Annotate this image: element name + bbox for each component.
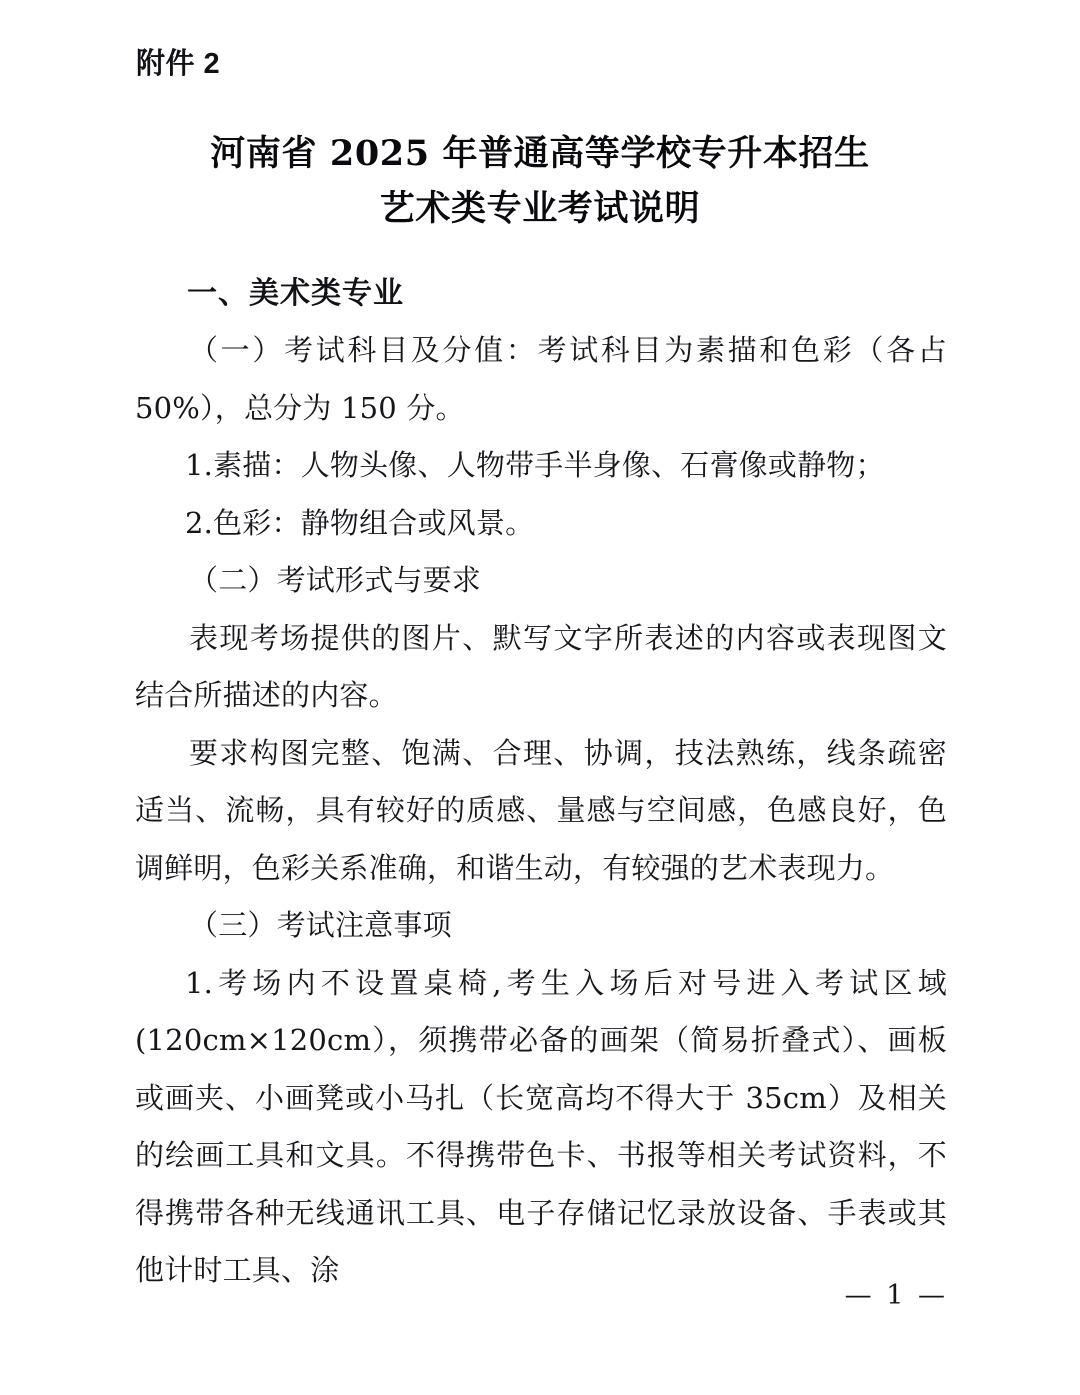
page-title <box>0 126 1080 236</box>
paragraph-heading-format-requirements: （二）考试形式与要求 <box>189 563 482 597</box>
paragraph-item-sketch: 1.素描：人物头像、人物带手半身像、石膏像或静物； <box>185 448 885 482</box>
page-title-line-1: 河南省 2025 年普通高等学校专升本招生 <box>210 133 870 174</box>
page-title-line-2: 艺术类专业考试说明 <box>379 188 701 229</box>
paragraph-requirements-detail: 要求构图完整、饱满、合理、协调，技法熟练，线条疏密适当、流畅，具有较好的质感、量感与空间感，色感良好，色调鲜明，色彩关系准确，和谐生动，有较强的艺术表现力。 <box>135 735 947 885</box>
document-body <box>135 268 947 1300</box>
paragraph-heading-exam-notes: （三）考试注意事项 <box>189 908 452 942</box>
paragraph-item-color: 2.色彩：静物组合或风景。 <box>185 505 535 540</box>
attachment-label: 附件 2 <box>136 48 221 80</box>
paragraph-format-description: 表现考场提供的图片、默写文字所表述的内容或表现图文结合所描述的内容。 <box>135 620 947 712</box>
paragraph-exam-note-1: 1.考场内不设置桌椅,考生入场后对号进入考试区域(120cm×120cm），须携带必备的画架（简易折叠式）、画板或画夹、小画凳或小马扎（长宽高均不得大于 35cm）及相关的绘画工具和文具。不得携带色卡、书报等相关考试资料，不得携带各种无线通讯工具、电子存储记忆录放设备、手表或其他计时工具、涂 <box>135 965 947 1287</box>
paragraph-subjects-and-scores: （一）考试科目及分值：考试科目为素描和色彩（各占 50%），总分为 150 分。 <box>135 333 947 425</box>
page-number: — 1 — <box>844 1280 948 1311</box>
section-heading-fine-arts: 一、美术类专业 <box>187 277 404 310</box>
